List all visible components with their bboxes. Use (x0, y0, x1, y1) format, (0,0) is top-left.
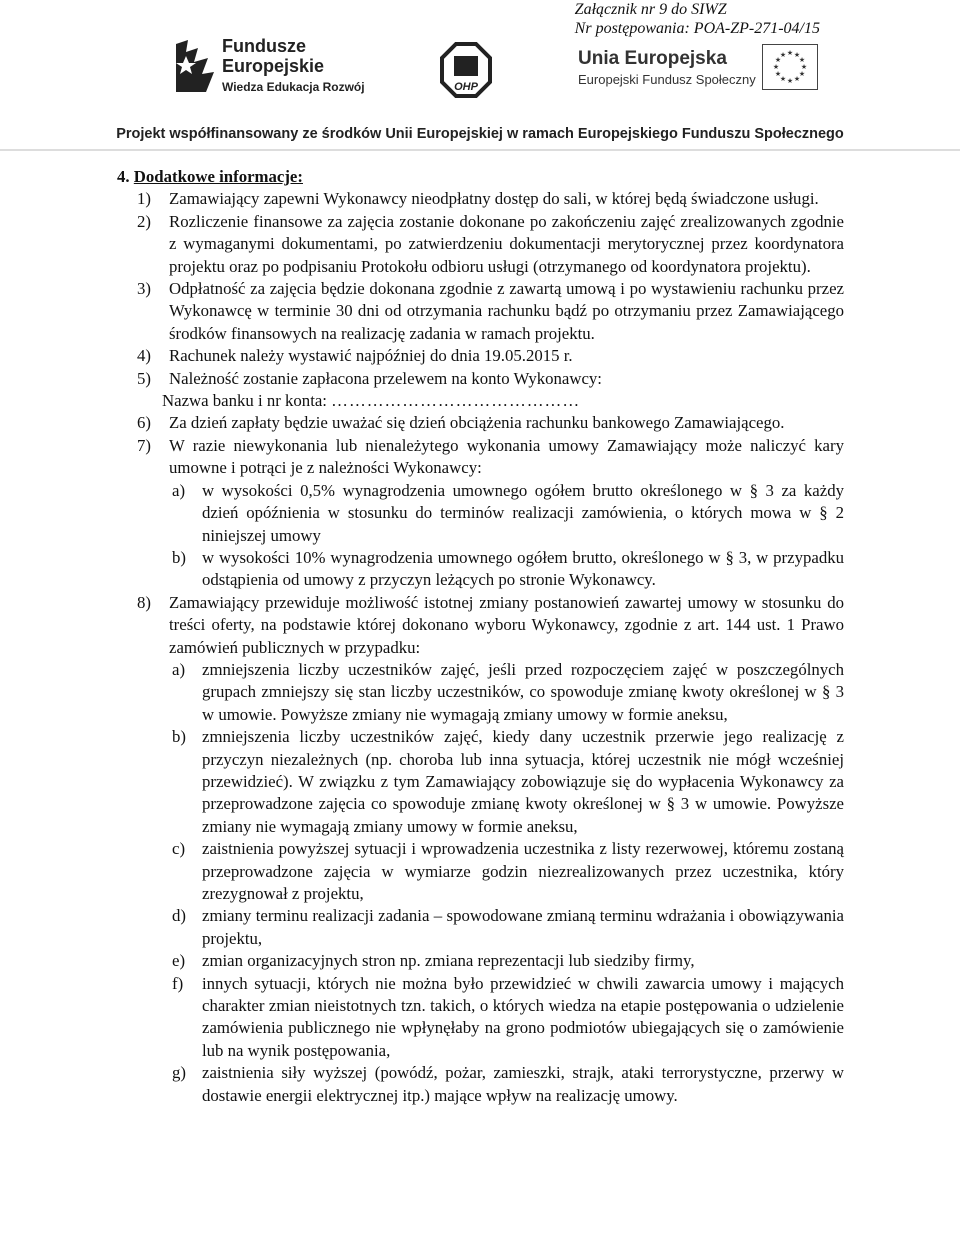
svg-text:★: ★ (800, 63, 808, 71)
svg-text:★: ★ (774, 56, 782, 64)
list-item (137, 592, 844, 659)
section-title: Dodatkowe informacje: (133, 167, 303, 186)
fe-line2: Europejskie (222, 56, 325, 76)
logo-fundusze-europejskie (172, 36, 365, 98)
project-cofinancing-line: Projekt współfinansowany ze środków Unii Europejskiej w ramach Europejskiego Funduszu Społecznego (116, 126, 844, 142)
svg-text:★: ★ (798, 70, 806, 78)
section-number: 4. (117, 167, 130, 186)
sub-item-letter: f) (172, 973, 184, 993)
document-body (117, 166, 844, 1107)
item-text: Odpłatność za zajęcia będzie dokonana zgodnie z zawartą umową i po wystawieniu rachunku przez Wykonawcę w terminie 30 dni od otrzymania rachunku bądź po otrzymaniu przez Zamawiającego środków finansowych na realizację zadania w ramach projektu. (169, 279, 844, 343)
item-number: 1) (137, 189, 151, 209)
item-number: 2) (137, 211, 151, 231)
bank-account-blank: …………………………………… (331, 391, 581, 411)
sub-item-letter: a) (172, 659, 186, 679)
sub-item-letter: b) (172, 547, 186, 567)
item-number (137, 390, 162, 412)
sub-list-item (172, 950, 844, 972)
item-text: Należność zostanie zapłacona przelewem na konto Wykonawcy: (169, 368, 602, 388)
header-divider (0, 149, 960, 151)
section-heading (117, 166, 844, 188)
sub-item-letter: c) (172, 839, 186, 859)
sub-item-text: w wysokości 10% wynagrodzenia umownego ogółem brutto, określonego w § 3, w przypadku odstąpienia od umowy z przyczyn leżących po stronie Wykonawcy. (202, 547, 844, 590)
list-item (137, 188, 844, 210)
bank-account-line (137, 390, 844, 412)
list-item (137, 412, 844, 434)
fe-stars-icon (172, 36, 216, 96)
item-number: 4) (137, 346, 151, 366)
item-number: 6) (137, 413, 151, 433)
sub-item-letter: e) (172, 951, 186, 971)
list-item (137, 278, 844, 345)
svg-text:★: ★ (779, 75, 787, 83)
sub-list-item (172, 1062, 844, 1107)
sub-item-text: zaistnienia siły wyższej (powódź, pożar, zamieszki, strajk, ataki terrorystyczne, przerwy w dostawie energii elektrycznej itp.) mające wpływ na realizację umowy. (202, 1063, 844, 1105)
ue-title: Unia Europejska (578, 48, 727, 69)
sub-list-item (172, 838, 844, 905)
item-number: 5) (137, 368, 151, 388)
fe-line1: Fundusze (222, 36, 306, 56)
item-text: Rachunek należy wystawić najpóźniej do dnia 19.05.2015 r. (169, 346, 573, 366)
procedure-number: Nr postępowania: POA-ZP-271-04/15 (574, 20, 820, 37)
item-text: Zamawiający przewiduje możliwość istotnej zmiany postanowień zawartej umowy w stosunku do treści oferty, na podstawie której dokonano wyboru Wykonawcy, zgodnie z art. 144 ust. 1 Prawo zamówień publicznych w przypadku: (169, 592, 844, 657)
sub-list-item (172, 659, 844, 726)
item-text: Rozliczenie finansowe za zajęcia zostanie dokonane po zakończeniu zajęć zrealizowanych zgodnie z wymaganymi dokumentami, po zatwierdzeniu dokumentacji merytorycznej przez koordynatora projektu oraz po podpisaniu Protokołu odbioru usługi (otrzymanego od koordynatora projektu). (169, 211, 844, 276)
sub-item-text: zaistnienia powyższej sytuacji i wprowadzenia uczestnika z listy rezerwowej, któremu zostaną przeprowadzone zajęcia w wymiarze godzin niezrealizowanych przez uczestnika, który zrezygnował z projektu, (202, 839, 844, 903)
svg-text:★: ★ (793, 51, 801, 59)
sub-item-text: zmiany terminu realizacji zadania – spowodowane zmianą terminu wdrażania i obowiązywania projektu, (202, 906, 844, 948)
sub-item-letter: a) (172, 480, 186, 500)
logo-unia-europejska (578, 44, 818, 100)
sub-item-text: innych sytuacji, których nie można było przewidzieć w chwili zawarcia umowy i mających charakter zmian nieistotnych tzn. takich, o których wiedza na etapie postępowania o udzielenie zamówienia publicznego nie wpłynęłaby na grono podmiotów ubiegających się o zamówienie lub na wynik postępowania, (202, 973, 844, 1060)
item-number: 8) (137, 592, 151, 612)
sub-list-item (172, 905, 844, 950)
svg-text:★: ★ (774, 70, 782, 78)
svg-text:★: ★ (779, 51, 787, 59)
svg-text:★: ★ (786, 49, 794, 57)
list-item (137, 211, 844, 278)
sub-list-item (172, 480, 844, 547)
item-number: 3) (137, 279, 151, 299)
sub-item-letter: b) (172, 727, 186, 747)
logo-ohp (440, 42, 492, 98)
ohp-label: OHP (454, 81, 478, 93)
sub-item-text: zmniejszenia liczby uczestników zajęć, jeśli przed rozpoczęciem zajęć w poszczególnych grupach zmniejszy się stan liczby uczestników, co spowoduje zmianę kwoty określonej w § 3 w umowie. Powyższe zmiany nie wymagają zmiany umowy w formie aneksu, (202, 659, 844, 724)
attachment-label: Załącznik nr 9 do SIWZ (574, 1, 727, 18)
svg-text:★: ★ (772, 63, 780, 71)
list-item (137, 435, 844, 480)
svg-text:★: ★ (793, 75, 801, 83)
sub-item-text: w wysokości 0,5% wynagrodzenia umownego ogółem brutto określonego w § 3 za każdy dzień opóźnienia w stosunku do terminów realizacji zamówienia, o których mowa w § 2 niniejszej umowy (202, 480, 844, 545)
bank-account-label: Nazwa banku i nr konta: (162, 391, 327, 411)
svg-text:★: ★ (786, 77, 794, 85)
list-item (137, 345, 844, 367)
sub-item-letter: g) (172, 1063, 186, 1083)
eu-flag-icon (762, 44, 818, 90)
fe-subtitle: Wiedza Edukacja Rozwój (222, 80, 365, 94)
header-meta (575, 0, 820, 38)
sub-list-item (172, 973, 844, 1063)
item-text: W razie niewykonania lub nienależytego wykonania umowy Zamawiający może naliczyć kary umowne i potrąci je z należności Wykonawcy: (169, 435, 844, 478)
ohp-emblem-icon (440, 42, 492, 98)
list-item (137, 368, 844, 390)
sub-list-item (172, 547, 844, 592)
sub-item-text: zmniejszenia liczby uczestników zajęć, kiedy dany uczestnik przerwie jego realizację z przyczyn niezależnych (np. choroba lub inna sytuacja, której uczestnik nie mógł wcześniej przewidzieć). W związku z tym Zamawiający zobowiązuje się do wypłacenia Wykonawcy za przeprowadzone zajęcia co spowoduje zmianę kwoty określonej w § 3 w umowie. Powyższe zmiany nie wymagają zmiany umowy w formie aneksu, (202, 727, 844, 836)
sub-list-item (172, 726, 844, 838)
sub-item-text: zmian organizacyjnych stron np. zmiana reprezentacji lub siedziby firmy, (202, 951, 695, 971)
sub-item-letter: d) (172, 906, 186, 926)
svg-text:★: ★ (798, 56, 806, 64)
item-number: 7) (137, 435, 151, 455)
ue-subtitle: Europejski Fundusz Społeczny (578, 72, 756, 87)
item-text: Zamawiający zapewni Wykonawcy nieodpłatny dostęp do sali, w której będą świadczone usługi. (169, 189, 819, 209)
item-text: Za dzień zapłaty będzie uważać się dzień obciążenia rachunku bankowego Zamawiającego. (169, 413, 785, 433)
